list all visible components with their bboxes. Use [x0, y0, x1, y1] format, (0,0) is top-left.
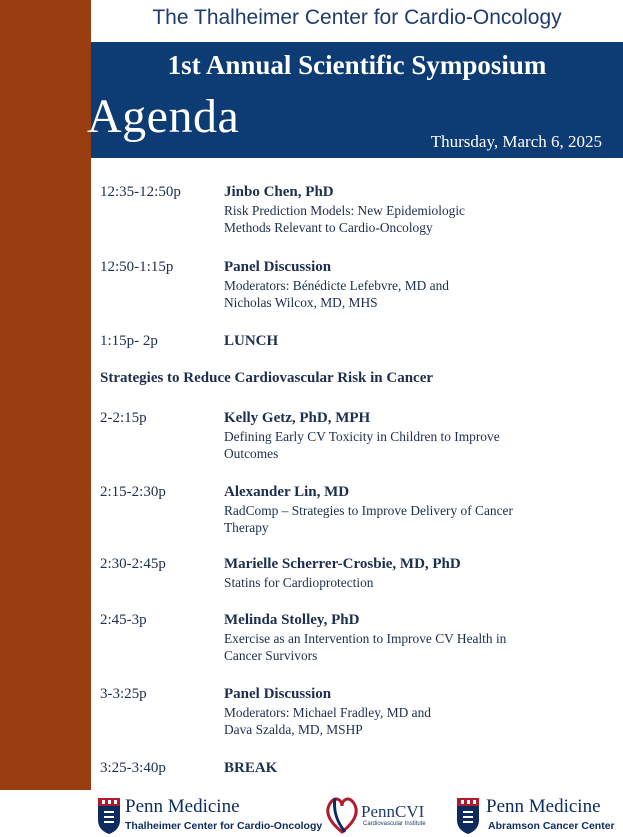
logo-name: PennCVI: [361, 802, 425, 821]
penn-shield-icon: [456, 798, 480, 834]
item-time: 12:50-1:15p: [100, 259, 174, 275]
item-time: 1:15p- 2p: [100, 333, 158, 349]
description-line: Methods Relevant to Cardio-Oncology: [224, 220, 433, 235]
item-description: [224, 202, 604, 236]
item-time: 2-2:15p: [100, 410, 147, 426]
item-description: [224, 704, 604, 738]
item-description: [224, 574, 604, 591]
item-speaker: Jinbo Chen, PhD: [224, 184, 334, 200]
penn-thalheimer-logo: [97, 790, 323, 837]
description-line: Therapy: [224, 520, 269, 535]
description-line: Risk Prediction Models: New Epidemiologic: [224, 203, 466, 218]
description-line: Outcomes: [224, 446, 279, 461]
item-speaker: Panel Discussion: [224, 686, 332, 702]
item-speaker: LUNCH: [224, 333, 279, 349]
item-speaker: BREAK: [224, 760, 278, 776]
penn-abramson-logo: [456, 790, 621, 837]
symposium-title: 1st Annual Scientific Symposium: [167, 50, 547, 80]
item-speaker: Alexander Lin, MD: [224, 484, 350, 500]
item-description: [224, 502, 604, 536]
item-description: [224, 277, 604, 311]
sidebar-stripe: [0, 0, 91, 790]
logo-subtitle: Cardiovascular Institute: [363, 821, 426, 827]
description-line: Statins for Cardioprotection: [224, 575, 374, 590]
description-line: Defining Early CV Toxicity in Children to Improve: [224, 429, 500, 444]
item-speaker: Kelly Getz, PhD, MPH: [224, 410, 371, 426]
item-time: 12:35-12:50p: [100, 184, 181, 200]
penn-cvi-logo: [323, 790, 443, 837]
item-time: 3-3:25p: [100, 686, 147, 702]
title-banner: [87, 42, 623, 158]
description-line: Cancer Survivors: [224, 648, 318, 663]
footer-logos: [0, 790, 623, 837]
section-heading: Strategies to Reduce Cardiovascular Risk in Cancer: [100, 370, 434, 386]
item-speaker: Melinda Stolley, PhD: [224, 612, 360, 628]
item-time: 3:25-3:40p: [100, 760, 166, 776]
item-time: 2:45-3p: [100, 612, 147, 628]
agenda-title: Agenda: [87, 90, 240, 143]
description-line: Dava Szalda, MD, MSHP: [224, 722, 363, 737]
item-time: 2:15-2:30p: [100, 484, 166, 500]
heart-icon: [323, 792, 361, 836]
description-line: RadComp – Strategies to Improve Delivery of Cancer: [224, 503, 513, 518]
item-time: 2:30-2:45p: [100, 556, 166, 572]
description-line: Moderators: Michael Fradley, MD and: [224, 705, 432, 720]
description-line: Exercise as an Intervention to Improve CV Health in: [224, 631, 507, 646]
logo-subtitle: Abramson Cancer Center: [488, 820, 615, 832]
logo-name: Penn Medicine: [125, 796, 240, 817]
logo-subtitle: Thalheimer Center for Cardio-Oncology: [125, 820, 323, 832]
item-description: [224, 428, 604, 462]
description-line: Moderators: Bénédicte Lefebvre, MD and: [224, 278, 449, 293]
logo-name: Penn Medicine: [486, 796, 601, 817]
center-name: The Thalheimer Center for Cardio-Oncology: [152, 6, 562, 29]
penn-shield-icon: [97, 798, 121, 834]
description-line: Nicholas Wilcox, MD, MHS: [224, 295, 378, 310]
event-date: Thursday, March 6, 2025: [430, 132, 602, 151]
item-speaker: Marielle Scherrer-Crosbie, MD, PhD: [224, 556, 461, 572]
item-description: [224, 630, 604, 664]
item-speaker: Panel Discussion: [224, 259, 332, 275]
